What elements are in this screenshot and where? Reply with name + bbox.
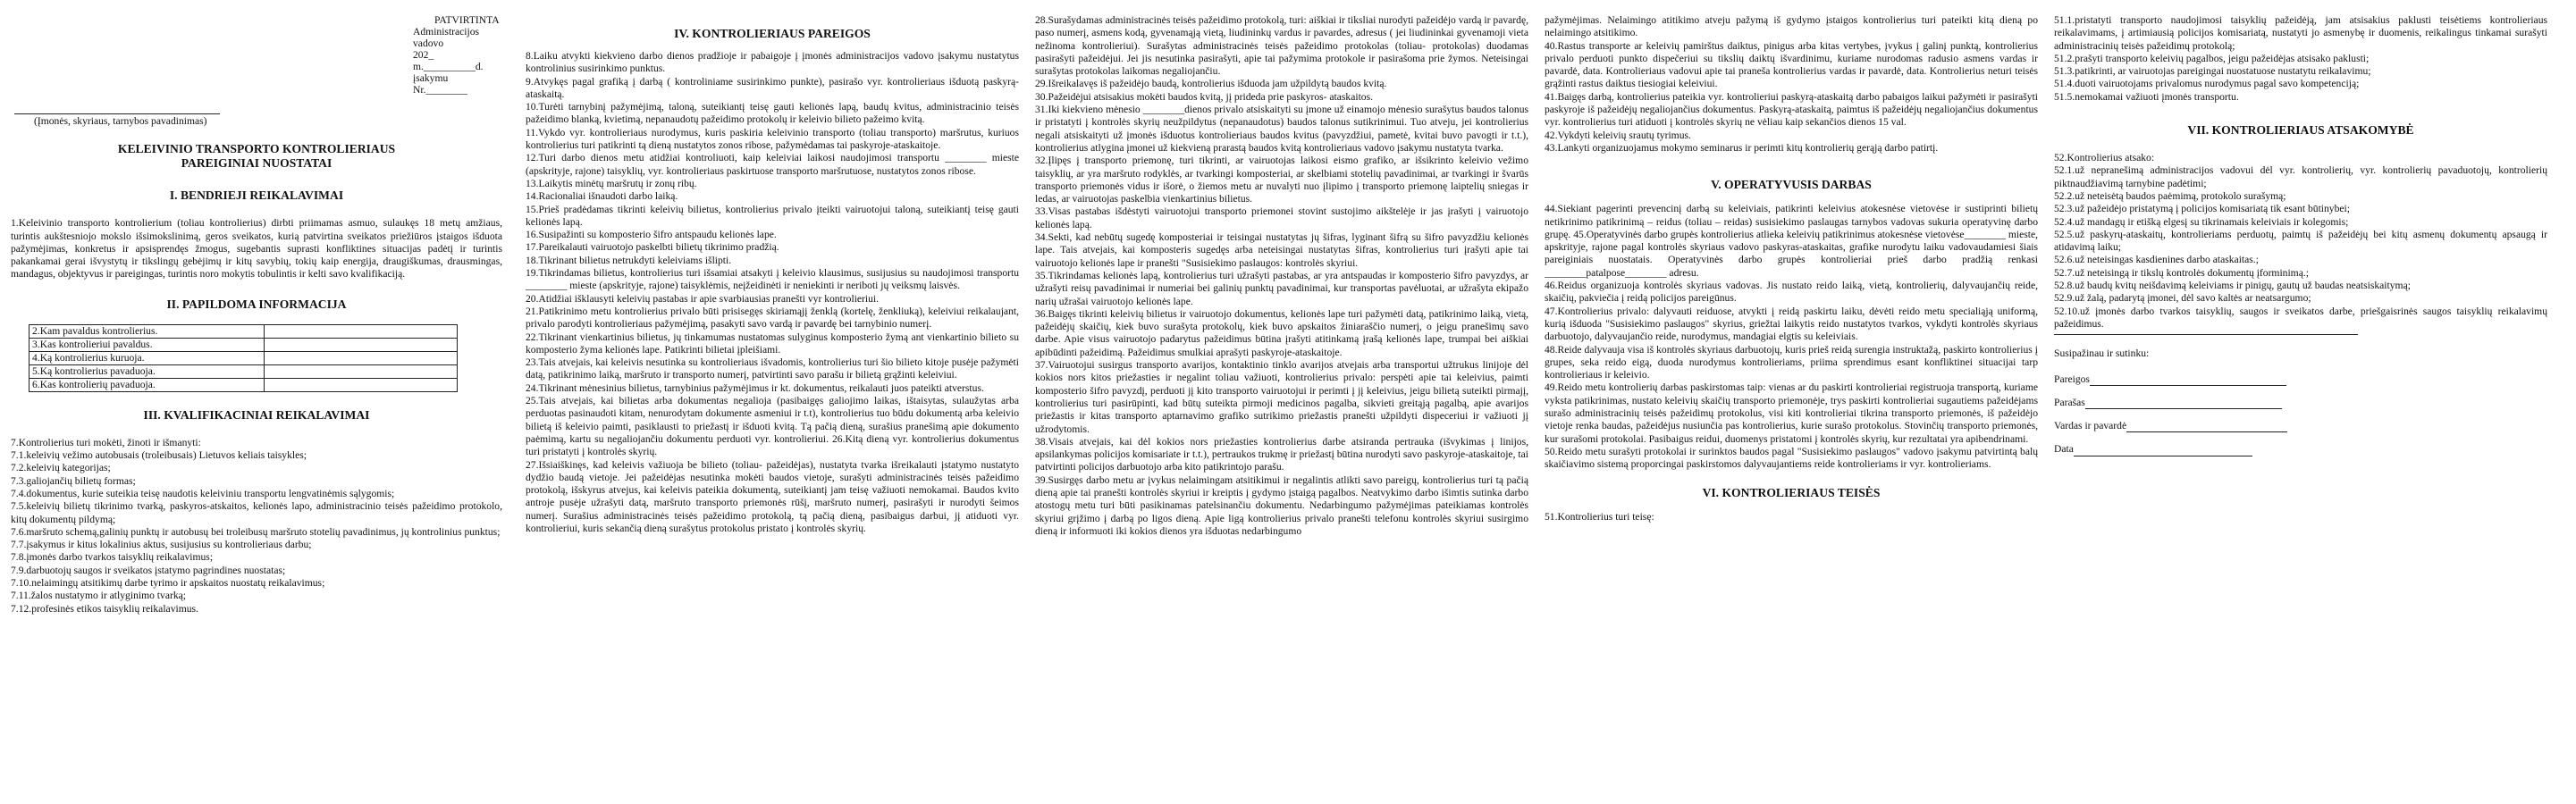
list-item: 42.Vykdyti keleivių srautų tyrimus.	[1545, 129, 1691, 141]
list-item: 23.Tais atvejais, kai keleivis nesutinka su kontrolieriaus išvadomis, kontrolierius turi šio bilieto kitoje pusėje pažymėti datą, patikrinimo laiką, maršruto ir transporto numerį, patvirtinti savo parašu ir bilietą grąžinti keleiviui.	[526, 356, 1019, 381]
info-row-label: 2.Kam pavaldus kontrolierius.	[29, 324, 265, 338]
rights-list	[2054, 14, 2547, 104]
table-row	[29, 351, 458, 364]
info-row-label: 5.Ką kontrolierius pavaduoja.	[29, 364, 265, 378]
document-title-1: KELEIVINIO TRANSPORTO KONTROLIERIAUS	[117, 142, 396, 156]
list-item: 22.Tikrinant vienkartinius bilietus, jų tinkamumas nustatomas sulyginus komposterio žymą ant vienkartinio bilieto su komposterio žyma kelionės lape. Patikrinti bilietai įpleišiami.	[526, 331, 1019, 356]
info-row-label: 6.Kas kontrolierių pavaduoja.	[29, 378, 265, 391]
list-item: 17.Pareikalauti vairuotojo paskelbti bilietų tikrinimo pradžią.	[526, 241, 779, 254]
list-item: 20.Atidžiai išklausyti keleivių pastabas ir apie svarbiausias pranešti vyr kontrolieriui.	[526, 292, 880, 305]
list-item: 16.Susipažinti su komposterio šifro antspaudu kelionės lape.	[526, 229, 777, 241]
list-item: 35.Tikrindamas kelionės lapą, kontrolierius turi užrašyti pastabas, ar yra antspaudas ir komposterio šifro pavyzdys, ar užrašyti reisų pavadinimai ir numeriai bei galinių punktų pavadinimai, kur transportas pavėluotai, ar užrašyta ekipažo narių užrašai vairuotojo kelionės lape.	[1035, 269, 1528, 307]
approval-title: PATVIRTINTA	[434, 14, 500, 26]
approval-block	[413, 14, 502, 96]
list-item: 7.1.keleivių vežimo autobusais (troleibusais) Lietuvos keliais taisykles;	[11, 449, 307, 462]
list-item: 8.Laiku atvykti kiekvieno darbo dienos pradžioje ir pabaigoje į įmonės administracijos vadovo įsakymu nustatytus kontrolinius susirinkimo punktus.	[526, 50, 1019, 75]
signature-line	[2085, 398, 2282, 409]
list-item: pažymėjimas. Nelaimingo atitikimo atveju pažymą iš gydymo įstaigos kontrolierius turi pateikti kitą dieną po nelaimingo atsitikimo.	[1545, 14, 2038, 39]
section-2-title: II. PAPILDOMA INFORMACIJA	[166, 297, 347, 311]
duties-list	[526, 50, 1019, 535]
list-item: 51.1.pristatyti transporto naudojimosi taisyklių pažeidėją, jam atsisakius paklusti teisėtiems kontrolieriaus reikalavimams, į artimiausią policijos komisariatą, nustatyti jo asmenybę ir duomenis, reikalingus tinkamai surašyti administracinių teisės pažeidimų protokolą;	[2054, 14, 2547, 52]
list-item: 21.Patikrinimo metu kontrolierius privalo būti prisisegęs skiriamąjį ženklą (kortelę, ženkliuką), keleiviui reikalaujant, privalo parodyti kontrolieriaus pažymėjimą, pasakyti savo vardą ir pavardę bei tarnybinio numerį.	[526, 305, 1019, 331]
list-item: 25.Tais atvejais, kai bilietas arba dokumentas negalioja (pasibaigęs galiojimo laikas, ištaisytas, sulaužytas arba perduotas pasinaudoti kitam, nenurodytam dokumente asmeniui ir t.t), kontrolierius tuo būdu dokumentą arba keleivio bilietą iš keleivio paimti, pasiklausti to priežastį ir išduoti kvitą. Tą pačią dieną, surašius pranešimą apie dokumento paėmimą, kartu su negaliojančiu dokumentu perduoti vyr. kontrolieriui. 26.Kitą dieną vyr. kontrolierius dokumentus turi pristatyti į kontrolės skyrių.	[526, 395, 1019, 458]
list-item: 31.Iki kiekvieno mėnesio ________dienos privalo atsiskaityti su įmone už einamojo mėnesio surašytus baudos talonus ir pristatyti į kontrolės skyrių neužpildytus (nepanaudotus) baudos talonus sutikrinimui. Tuo atveju, jei kontrolierius negali atsiskaityti už įmonės išduotus kontrolieriaus baudos kvitus (pavyzdžiui, pametė, kvitai buvo pavogti ir t.t.), kontrolierius atlygina įmonei už kiekvieną prarastą baudos kvitą kontrolieriaus vadovo įsakymu nustatyta tvarka.	[1035, 104, 1528, 154]
list-item: 37.Vairuotojui susirgus transporto avarijos, kontaktinio tinklo avarijos atvejais arba transportui užtrukus linijoje dėl kokios nors kitos priežasties ir negalint toliau važiuoti, kontrolierius privalo: perspėti apie tai keleivius, paimti komposterio šifro pavyzdį, perduoti jį kito transporto vairuotojui ir perimti į jį keleivius, jeigu bilietą suteikti pirmajį, kontrolierius turi pasirūpinti, kad būtų suteikta pirmoji medicinos pagalba, sikvieti greitąją pagalbą, apie avarijos priežastis ir kitas transporto aptarnavimo grafiko sutrikimo priežastis pranešti užpildyti dispeceriui ir važiuoti jį užrodytomis.	[1035, 359, 1528, 435]
list-item: 7.7.įsakymus ir kitus lokalinius aktus, susijusius su kontrolieriaus darbu;	[11, 539, 312, 551]
table-row	[29, 364, 458, 378]
section-7-title: VII. KONTROLIERIAUS ATSAKOMYBĖ	[2187, 123, 2414, 138]
section-1-title: I. BENDRIEJI REIKALAVIMAI	[169, 188, 344, 203]
list-item: 12.Turi darbo dienos metu atidžiai kontroliuoti, kaip keleiviai laikosi naudojimosi transportu ________ mieste (apskrityje, rajone) taisyklių, vyr. kontrolieriaus paskirtuose transporto maršrutuose, nustatytos zonos ribose.	[526, 152, 1019, 177]
list-item: 7.6.maršruto schemą,galinių punktų ir autobusų bei troleibusų maršruto stotelių pavadinimus, jų kontrolinius punktus;	[11, 525, 501, 538]
list-item: 51.2.prašyti transporto keleivių pagalbos, jeigu pažeidėjas atsisako paklusti;	[2054, 52, 2370, 64]
section-4-title: IV. KONTROLIERIAUS PAREIGOS	[674, 27, 871, 40]
list-item: 39.Susirgęs darbo metu ar įvykus nelaimingam atsitikimui ir negalintis atlikti savo pareigų, kontrolierius turi tą pačią dieną apie tai pranešti kontrolės skyriui ir kreiptis į gydymo įstaigą pagalbos. Neatvykimo darbo išimtis sutinka darbo atostogų metu turi būti pasikinamas patelsinančiu dokumentu. Nedarbingumo pažymėjimas pateikiamas kontrolės skyriui grįžimo į darbą po ligos dieną. Apie ligą kontrolierius privalo pranešti telefonu kontrolės skyriui susirgimo dieną ir informuoti iki kokios dienos yra išduotas nedarbingumo	[1035, 473, 1528, 537]
list-item: 52.9.už žalą, padarytą įmonei, dėl savo kaltės ar neatsargumo;	[2054, 292, 2311, 305]
rights-intro: 51.Kontrolierius turi teisę:	[1545, 510, 1654, 523]
list-item: 41.Baigęs darbą, kontrolierius pateikia vyr. kontrolieriui paskyrą-ataskaitą darbo pabaigos laikui pažymėti ir pasirašyti paskyroje iš pažeidėjų negaliojančius dokumentus. Paskyrą-ataskaitą, paimtus iš pažeidėjų negaliojančius dokumentus vyr. kontrolierius turi atiduoti į kontrolės skyrių ne vėliau kaip sekančios dienos 15 val.	[1545, 90, 2038, 129]
list-item: 24.Tikrinant mėnesinius bilietus, tarnybinius pažymėjimus ir kt. dokumentus, reikalauti juos pateikti atverstus.	[526, 381, 984, 394]
signature-field-position[interactable]	[2054, 373, 2547, 386]
list-item: 36.Baigęs tikrinti keleivių bilietus ir vairuotojo dokumentus, kelionės lape turi pažymėti datą, patikrinimo laiką, vietą, pažeidėjų skaičių, kiek buvo surašyta protokolų, kiek buvo apskaitos žiniaraščio numerį, o jeigu pranešimų savo darbe. Apie visus vairuotojo padarytus pažeidimus būtina įrašyti atitinkamą įrašą kelionės lape, trumpai bei aiškiai apibūdinti pažeidimą. Pažeidimus smulkiai aprašyti paskyroje-ataskaitoje.	[1035, 307, 1528, 358]
list-item: 44.Siekiant pagerinti prevencinį darbą su keleiviais, patikrinti keleivius atokesnėse vietovėse ir sustiprinti bilietų netikrinimo patikrinimą – reidus (toliau – reidas) susisiekimo paslaugas tarnybos vadovas sukuria operatyvinę darbo grupę. 45.Operatyvinės darbo grupės kontrolierius atlieka keleivių patikrinimus atokesnėse vietovėse________ mieste, apskrityje, rajone pagal kontrolės skyriaus vadovo paskyras-ataskaitas, grafike nurodytu laiku vadovaudamiesi šiais pareiginiais nuostatais. Operatyvinės darbo grupės kontrolieriai prieš darbo pradžią renkasi ________patalpose________ adresu.	[1545, 203, 2038, 279]
signature-line	[2090, 374, 2286, 386]
list-item: 7.Kontrolierius turi mokėti, žinoti ir išmanyti:	[11, 436, 201, 448]
list-item: 32.Įlipęs į transporto priemonę, turi tikrinti, ar vairuotojas laikosi eismo grafiko, ar išsikrinto keleivio vežimo taisyklių, ar yra maršruto rodyklės, ar tvarkingi komposteriai, ar skelbiami stotelių pavadinimai, ar tvarkingi ir švarūs transporto priemonės vidus ir išorė, o žiemos metu ar nuvalyti nuo įlipimo į transporto priemonę laiptelių sniegas ir ledas, ar vairuotojas paskelbia vienkartinius bilietus.	[1035, 155, 1528, 205]
column-4	[1545, 14, 2038, 797]
list-item: 46.Reidus organizuoja kontrolės skyriaus vadovas. Jis nustato reido laiką, vietą, kontrolierių, dalyvaujančių reide, skaičių, pakviečia į reidą policijos pareigūnus.	[1545, 280, 2038, 305]
list-item: 7.10.nelaimingų atsitikimų darbe tyrimo ir apskaitos nuostatų reikalavimus;	[11, 577, 325, 590]
signature-label: Parašas	[2054, 396, 2085, 408]
list-item: 10.Turėti tarnybinį pažymėjimą, taloną, suteikiantį teisę gauti kelionės lapą, baudų kvitus, administracinio teisės pažeidimo blanką, kvietimą, nepanaudotų pažeidimo protokolų ir keleivio bilieto pažeimo kvitą.	[526, 101, 1019, 126]
signature-label: Pareigos	[2054, 373, 2090, 385]
list-item: 13.Laikytis minėtų maršrutų ir zonų ribų.	[526, 177, 697, 189]
signature-label: Vardas ir pavardė	[2054, 420, 2127, 432]
list-item: 52.8.už baudų kvitų neišdavimą keleiviams ir pinigų, gautų už baudas neatsiskaitymą;	[2054, 280, 2411, 292]
list-item: 52.3.už pažeidėjo pristatymą į policijos komisariatą tik esant būtinybei;	[2054, 203, 2350, 215]
info-row-value[interactable]	[265, 378, 458, 391]
list-item: 7.11.žalos nustatymo ir atlyginimo tvarką;	[11, 590, 186, 602]
duties-list-end	[1545, 14, 2038, 155]
list-item: 33.Visas pastabas išdėstyti vairuotojui transporto priemonei stovint sustojimo aikštelėje ir jas įrašyti į vairuotojo kelionės lapą.	[1035, 205, 1528, 230]
list-item: 30.Pažeidėjui atsisakius mokėti baudos kvitą, jį prideda prie paskyros- ataskaitos.	[1035, 90, 1374, 103]
list-item: 52.Kontrolierius atsako:	[2054, 152, 2155, 164]
list-item: 40.Rastus transporte ar keleivių pamirštus daiktus, pinigus arba kitas vertybes, įvykus į galinį punktą, kontrolierius privalo perduoti punkto dispečeriui su tikslių daiktų išvardinimu, kuriame nurodomas radusio asmens vardas ir pavardė, data. Kontrolieriaus vadovui apie tai praneša kontrolierius vardas ir pavardė, data. Kontrolierius neturi teisės grąžinti rastus daiktus tiesiogiai keleiviui.	[1545, 39, 2038, 90]
signature-field-date[interactable]	[2054, 443, 2547, 456]
operative-work-list	[1545, 203, 2038, 471]
list-item: 29.Išreikalavęs iš pažeidėjo baudą, kontrolierius išduoda jam užpildytą baudos kvitą.	[1035, 78, 1387, 90]
section-5-title: V. OPERATYVUSIS DARBAS	[1711, 178, 1872, 192]
info-row-value[interactable]	[265, 338, 458, 351]
list-item: 11.Vykdo vyr. kontrolieriaus nurodymus, kuris paskiria keleivinio transporto (toliau transporto) maršrutus, kuriuos kontrolierius turi patikrinti tą dieną nustatytos zonos ribose, pažymėdamas tai paskyroje-ataskaitoje.	[526, 126, 1019, 152]
info-row-value[interactable]	[265, 351, 458, 364]
list-item: 43.Lankyti organizuojamus mokymo seminarus ir perimti kitų kontrolierių gerąją darbo patirtį.	[1545, 141, 1939, 154]
approval-line-2: 202_ m.__________d.	[413, 49, 484, 72]
list-item: 51.4.duoti vairuotojams privalomus nurodymus pagal savo kompetenciją;	[2054, 78, 2360, 90]
list-item: 47.Kontrolierius privalo: dalyvauti reiduose, atvykti į reidą paskirtu laiku, dėvėti reido metu specialiąją uniformą, kurią išduoda "Susisiekimo paslaugos" skyrius, griežtai laikytis reido nustatytos tvarkos, vykdyti kontrolės skyriaus darbuotojo, dalyvaujančio reide, nurodymus, mandagiai elgtis su keleiviais.	[1545, 305, 2038, 343]
table-row	[29, 338, 458, 351]
list-item: 52.7.už neteisingą ir tikslų kontrolės dokumentų įforminimą.;	[2054, 266, 2309, 279]
info-row-value[interactable]	[265, 324, 458, 338]
signature-field-name[interactable]	[2054, 420, 2547, 432]
signature-line	[2126, 421, 2287, 432]
list-item: 7.5.keleivių bilietų tikrinimo tvarką, paskyros-atskaitos, kelionės lapo, administracinio teisės pažeidimo protokolo, kitų dokumentų pildymą;	[11, 500, 502, 525]
signature-line	[2074, 445, 2252, 456]
list-item: 52.1.už nepranešimą administracijos vadovui dėl vyr. kontrolierių, vyr. kontrolierių pavaduotojų, kontrolierių piktnaudžiavimą tarnybine padėtimi;	[2054, 164, 2547, 189]
column-3	[1035, 14, 1528, 797]
column-2	[526, 14, 1019, 797]
list-item: 28.Surašydamas administracinės teisės pažeidimo protokolą, turi: aiškiai ir tiksliai nurodyti pažeidėjo vardą ir pavardę, paso numerį, asmens kodą, gyvenamąją vietą, liudininkų vardus ir pavardes, adresus ( jei liudininkai gyvenamoji vieta nežinoma kontrolieriui). Surašytas administracinės teisės pažeidimo protokolas (toliau- protokolas) duodamas pasirašyti pažeidėjui. Jei jis nesutinka pasirašyti, apie tai pažymima protokole ir pasirašoma prie žymos. Neteisingai surašytas protokolas laikomas negaliojančiu.	[1035, 14, 1528, 78]
list-item: 51.3.patikrinti, ar vairuotojas pareigingai nuostatuose nustatytu reikalavimu;	[2054, 65, 2371, 78]
list-item: 7.9.darbuotojų saugos ir sveikatos įstatymo pagrindines nuostatas;	[11, 564, 286, 576]
list-item: 15.Prieš pradėdamas tikrinti keleivių bilietus, kontrolierius privalo įteikti vairuotojui taloną, suteikiantį teisę gauti kelionės lapą.	[526, 203, 1019, 228]
list-item: 49.Reido metu kontrolierių darbas paskirstomas taip: vienas ar du paskirti kontrolieriai registruoja transportą, kuriame vyksta patikrinimas, nustato keleivių skaičių transporto priemonėje, trys paskirti kontrolieriai sugautiems pažeidėjams surašo administracinių teisės pažeidimų protokolus, visi kiti kontrolieriai tikrina transporto priemonės, iš pažeidėjo vietoje renka baudas, pažeidėjus nusiunčia pas kontrolierius, kurie surašo protokolus. Stovinčių transporto priemonės, kur surašomi protokolai. Pasibaigus reidui, duomenys pristatomi į kontrolės skyrių, kur rezultatai yra apibendrinami.	[1545, 381, 2038, 445]
table-row	[29, 324, 458, 338]
list-item: 7.4.dokumentus, kurie suteikia teisę naudotis keleiviniu transportu lengvatinėmis sąlygomis;	[11, 487, 395, 499]
list-item: 52.5.už paskyrų-ataskaitų, kontrolieriams perduotų, paimtų iš pažeidėjų bei kitų asmenų dokumentų apsaugą ir atidavimą laiku;	[2054, 228, 2547, 254]
list-item: 38.Visais atvejais, kai dėl kokios nors priežasties kontrolierius darbe atsiranda pertrauka (išvykimas į linijos, apsilankymas policijos komisariate ir t.t.), pertraukos trukmę ir priežastį būtina nurodyti savo paskyroje-ataskaitoje, tai patvirtinti policijos darbuotojo arba kito patikrintojo parašu.	[1035, 435, 1528, 473]
list-item: 7.2.keleivių kategorijas;	[11, 462, 111, 474]
info-row-value[interactable]	[265, 364, 458, 378]
section-6-title: VI. KONTROLIERIAUS TEISĖS	[1702, 485, 1881, 499]
list-item: 52.10.už įmonės darbo tvarkos taisyklių, saugos ir sveikatos darbe, priešgaisrinės saugos taisyklių reikalavimų pažeidimus.	[2054, 305, 2547, 330]
requirements-list	[11, 437, 502, 616]
list-item: 52.2.už neteisėtą baudos paėmimą, protokolo surašymą;	[2054, 189, 2286, 202]
column-1	[11, 14, 502, 797]
info-row-label: 4.Ką kontrolierius kuruoja.	[29, 351, 265, 364]
list-item: 34.Sekti, kad nebūtų sugedę komposteriai ir teisingai nustatytas jų šifras, lyginant šifrą su šifro pavyzdžiu kelionės lape. Tais atvejais, kai komposteris sugedęs arba neteisingai nustatytas šifras, kontrolierius turi įrašyti apie tai vairuotojo kelionės lape ir pranešti "Susisiekimo paslaugos: kontrolės skyriui.	[1035, 231, 1528, 269]
column-5	[2054, 14, 2547, 797]
signature-block	[2054, 373, 2547, 456]
list-item: 19.Tikrindamas bilietus, kontrolierius turi išsamiai atsakyti į keleivio klausimus, susijusius su naudojimosi transportu ________ mieste (apskrityje, rajone) taisyklėmis, neįžeidinėti ir neniekinti ir neriboti jų veiksmų laisvės.	[526, 267, 1019, 292]
org-caption: (Įmonės, skyriaus, tarnybos pavadinimas)	[34, 115, 207, 127]
org-name-line	[14, 108, 220, 114]
info-row-label: 3.Kas kontrolieriui pavaldus.	[29, 338, 265, 351]
document-title-2: PAREIGINIAI NUOSTATAI	[181, 156, 333, 171]
list-item: 7.8.įmonės darbo tvarkos taisyklių reikalavimus;	[11, 551, 214, 564]
list-item: 18.Tikrinant bilietus netrukdyti keleiviams išlipti.	[526, 254, 732, 266]
paragraph-1: 1.Keleivinio transporto kontrolierium (toliau kontrolierius) dirbti priimamas asmuo, sulaukęs 18 metų amžiaus, turintis aukštesniojo mokslo išsimokslinimą, geros sveikatos, kurią patvirtina sveikatos priežiūros įstaigos išduota pažymėjimas, konkretus ir apsisprendęs žmogus, sugebantis suprasti konfliktines situacijas padėtį ir turintis pakankamai gerai išvystytų ir tikslingų gebėjimų ir kitų savybių, tokių kaip energija, draugiškumas, drausmingas, mandagus, objektyvus ir pareigingas, turintis noro mokytis tobulintis ir kelti savo kvalifikaciją.	[11, 217, 502, 281]
info-table	[29, 324, 458, 392]
acquaint-label: Susipažinau ir sutinku:	[2054, 348, 2150, 360]
list-item: 9.Atvykęs pagal grafiką į darbą ( kontroliniame susirinkimo punkte), pasirašo vyr. kontrolieriaus išduotą paskyrą-ataskaitą.	[526, 75, 1019, 100]
list-item: 7.3.galiojančių bilietų formas;	[11, 474, 136, 487]
approval-line-1: Administracijos vadovo	[413, 26, 480, 49]
section-3-title: III. KVALIFIKACINIAI REIKALAVIMAI	[143, 407, 370, 422]
list-item: 14.Racionaliai išnaudoti darbo laiką.	[526, 190, 678, 203]
list-item: 48.Reide dalyvauja visa iš kontrolės skyriaus darbuotojų, kuris prieš reidą surengia instruktažą, paskirto kontrolierius į grupes, seka reido eigą, duoda nurodymus kontrolieriams, priima sprendimus esant konfliktinei situacijai tarp kontrolieriaus ir keleivio.	[1545, 343, 2038, 381]
list-item: 7.12.profesinės etikos taisyklių reikalavimus.	[11, 602, 198, 615]
list-item: 27.Išsiaiškinęs, kad keleivis važiuoja be bilieto (toliau- pažeidėjas), nustatyta tvarka išreikalauti įstatymo nustatyto dydžio baudą vietoje. Jei pažeidėjas nesutinka mokėti baudos vietoje, surašyti administracinės teisės pažeidimo protokolą, išskyrus atvejus, kai keleivis pateikia dokumentą, suteikiantį jam teisę važiuoti nemokamai. Baudos kvito antroje pusėje užrašyti datą, maršruto transporto priemonės rūšį, maršruto numerį, pasirašyti ir nurodyti šeimos numerį. Surašius administracinės teisės pažeidimo protokolą, tą pačią dieną, pasibaigus darbui, jį atiduoti vyr. kontrolieriui, kuris sekančią dieną surašytus protokolus pristato į kontrolės skyrių.	[526, 458, 1019, 534]
table-row	[29, 378, 458, 391]
list-item: 52.6.už neteisingas kasdienines darbo ataskaitas.;	[2054, 254, 2259, 266]
signature-label: Data	[2054, 443, 2074, 456]
duties-list-continued	[1035, 14, 1528, 538]
responsibility-list	[2054, 152, 2547, 331]
list-item: 51.5.nemokamai važiuoti įmonės transportu.	[2054, 90, 2239, 103]
approval-line-3: įsakymu Nr.________	[413, 72, 467, 96]
list-item: 50.Reido metu surašyti protokolai ir surinktos baudos pagal "Susisiekimo paslaugos" vadovo įsakymu patvirtintą balų skaičiavimo sistemą proporcingai paskirstomos dalyvaujantiems reide kontrolieriams ir vyr. kontrolieriams.	[1545, 445, 2038, 471]
signature-field-signature[interactable]	[2054, 397, 2547, 409]
list-item: 52.4.už mandagų ir etišką elgesį su tikrinamais keleiviais ir kolegomis;	[2054, 215, 2349, 228]
